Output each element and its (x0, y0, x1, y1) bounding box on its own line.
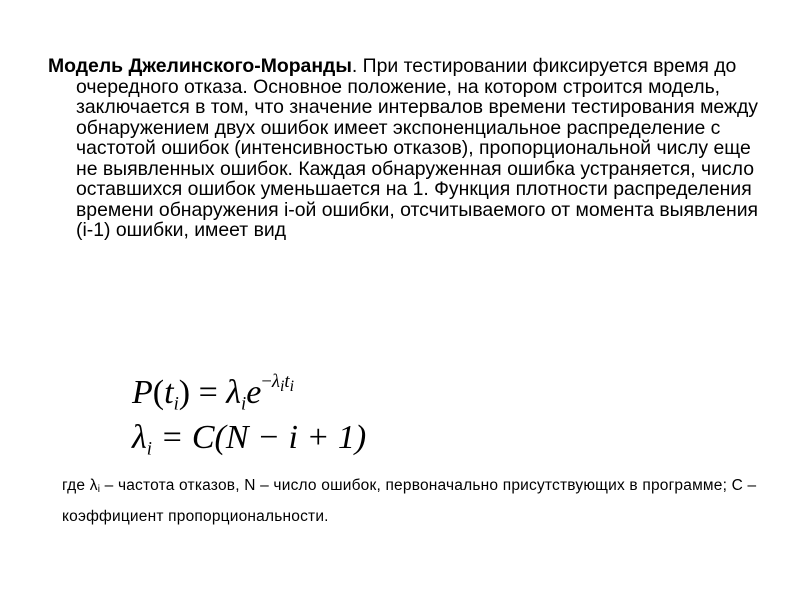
formula1-t-index: i (173, 393, 179, 415)
model-description: . При тестировании фиксируется время до очередного отказа. Основное положение, на котором строится модель, заключается в том, что значение интервалов времени тестирования между обнаружением двух ошибок имеет экспоненциальное распределение с частотой ошибок (интенсивностью отказов), пропорциональной числу еще не выявленных ошибок. Каждая обнаруженная ошибка устраняется, число оставшихся ошибок уменьшается на 1. Функция плотности распределения времени обнаружения i-ой ошибки, отсчитываемого от момента выявления (i-1) ошибки, имеет вид (76, 55, 759, 241)
formula1-t: t (164, 373, 174, 411)
main-paragraph (48, 56, 760, 241)
formula1-exponent (261, 371, 294, 395)
legend-text: – частота отказов, N – число ошибок, первоначально присутствующих в программе; C – коэффициент пропорциональности. (62, 477, 757, 525)
formula1-lambda-index: i (241, 393, 247, 415)
density-formula (132, 362, 294, 424)
formula2-lambda: λ (132, 419, 147, 456)
formula1-equals: = (190, 373, 227, 411)
legend-subscript: i (97, 484, 101, 495)
formula1-open: ( (152, 373, 165, 411)
formula1-exp-lambda: λ (271, 371, 280, 392)
formula-legend (62, 472, 762, 530)
formula2-rest: = C(N − i + 1) (151, 419, 367, 456)
formula1-exp-minus: − (261, 371, 272, 392)
formula1-lambda: λ (226, 373, 242, 411)
formula1-p: P (132, 373, 153, 411)
formula1-exp-t-index: i (289, 377, 294, 395)
legend-prefix: где λ (62, 477, 98, 494)
rate-formula (132, 418, 366, 470)
formula2-lambda-index: i (146, 438, 152, 460)
formula1-exp-t: t (284, 371, 290, 392)
formula1-exp-lambda-index: i (279, 377, 285, 395)
formula1-close: ) (178, 373, 191, 411)
model-title: Модель Джелинского-Моранды (48, 55, 352, 77)
formula1-e: e (246, 373, 262, 411)
